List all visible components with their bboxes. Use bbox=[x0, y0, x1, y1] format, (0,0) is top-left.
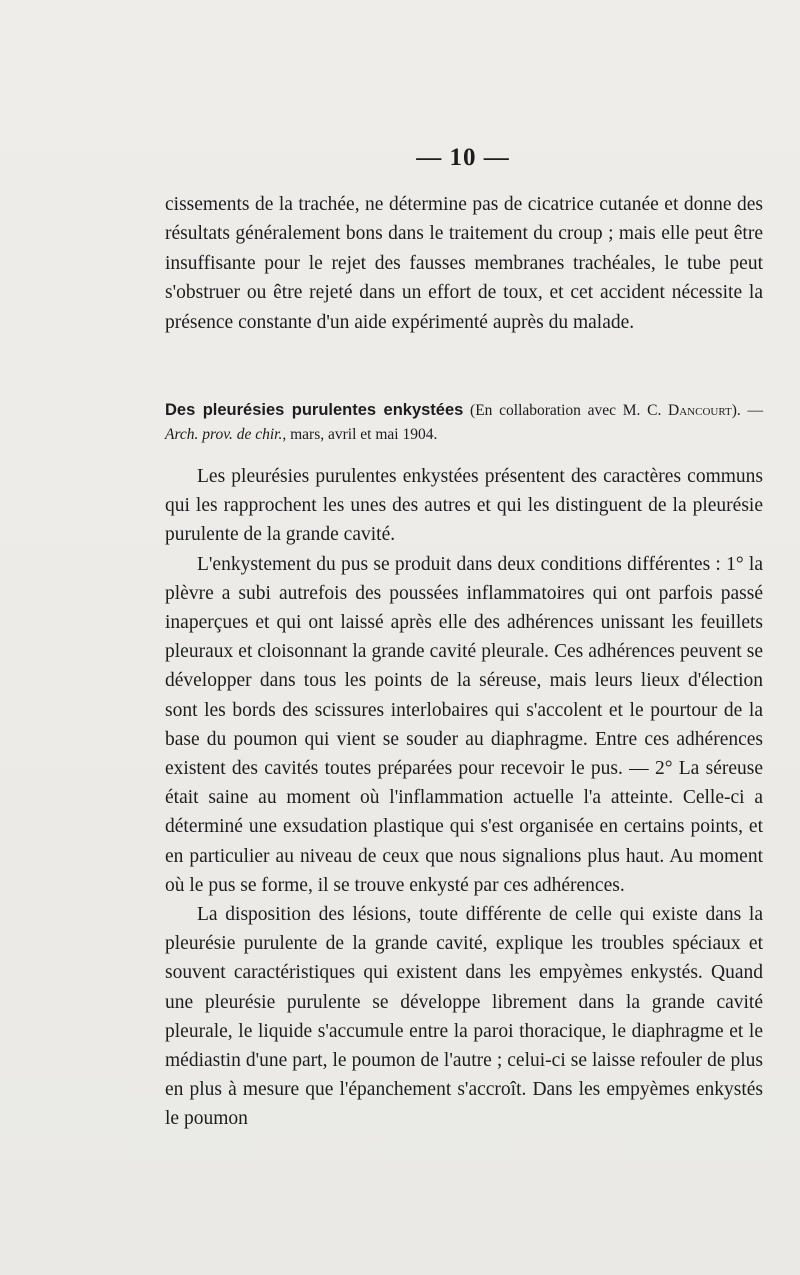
body-paragraph: L'enkystement du pus se produit dans deux conditions différentes : 1° la plèvre a subi autrefois des poussées inflammatoires qui ont parfois passé inaperçues et qui ont laissé après elle des adhérences unissant les feuillets pleuraux et cloisonnant la grande cavité pleurale. Ces adhérences peuvent se développer dans tous les points de la séreuse, mais leurs lieux d'élection sont les bords des scissures interlobaires qui s'accolent et le pourtour de la base du poumon qui vient se souder au diaphragme. Entre ces adhérences existent des cavités toutes préparées pour recevoir le pus. — 2° La séreuse était saine au moment où l'inflammation actuelle l'a atteinte. Celle-ci a déterminé une exsudation plastique qui s'est organisée en certains points, et en particulier au niveau de ceux que nous signalions plus haut. Au moment où le pus se forme, il se trouve enkysté par ces adhérences. bbox=[165, 553, 763, 896]
reference-collab-suffix: ). — bbox=[731, 402, 763, 419]
reference-journal: Arch. prov. de chir. bbox=[165, 426, 283, 443]
bibliographic-reference bbox=[165, 398, 763, 447]
body-paragraph: La disposition des lésions, toute différente de celle qui existe dans la pleurésie purulente de la grande cavité, explique les troubles spéciaux et souvent caractéristiques qui existent dans les empyèmes enkystés. Quand une pleurésie purulente se développe librement dans la grande cavité pleurale, le liquide s'accumule entre la paroi thoracique, le diaphragme et le médiastin d'une part, le poumon de l'autre ; celui-ci se laisse refouler de plus en plus à mesure que l'épanchement s'accroît. Dans les empyèmes enkystés le poumon bbox=[165, 904, 763, 1130]
reference-title: Des pleurésies purulentes enkystées bbox=[165, 401, 464, 419]
body-paragraph: Les pleurésies purulentes enkystées présentent des caractères communs qui les rapprochent les unes des autres et qui les distinguent de la pleurésie purulente de la grande cavité. bbox=[165, 466, 763, 546]
continuation-text: cissements de la trachée, ne détermine pas de cicatrice cutanée et donne des résultats généralement bons dans le traitement du croup ; mais elle peut être insuffisante pour le rejet des fausses membranes trachéales, le tube peut s'obstruer ou être rejeté dans un effort de toux, et cet accident nécessite la présence constante d'un aide expérimenté auprès du malade. bbox=[165, 194, 763, 333]
continuation-paragraph bbox=[165, 190, 763, 337]
reference-collab-prefix: (En collaboration avec M. C. bbox=[463, 402, 669, 419]
page-number: — 10 — bbox=[416, 144, 510, 171]
reference-date: , mars, avril et mai 1904. bbox=[282, 426, 438, 443]
reference-author: Dancourt bbox=[668, 402, 732, 419]
article-body bbox=[165, 462, 763, 1134]
